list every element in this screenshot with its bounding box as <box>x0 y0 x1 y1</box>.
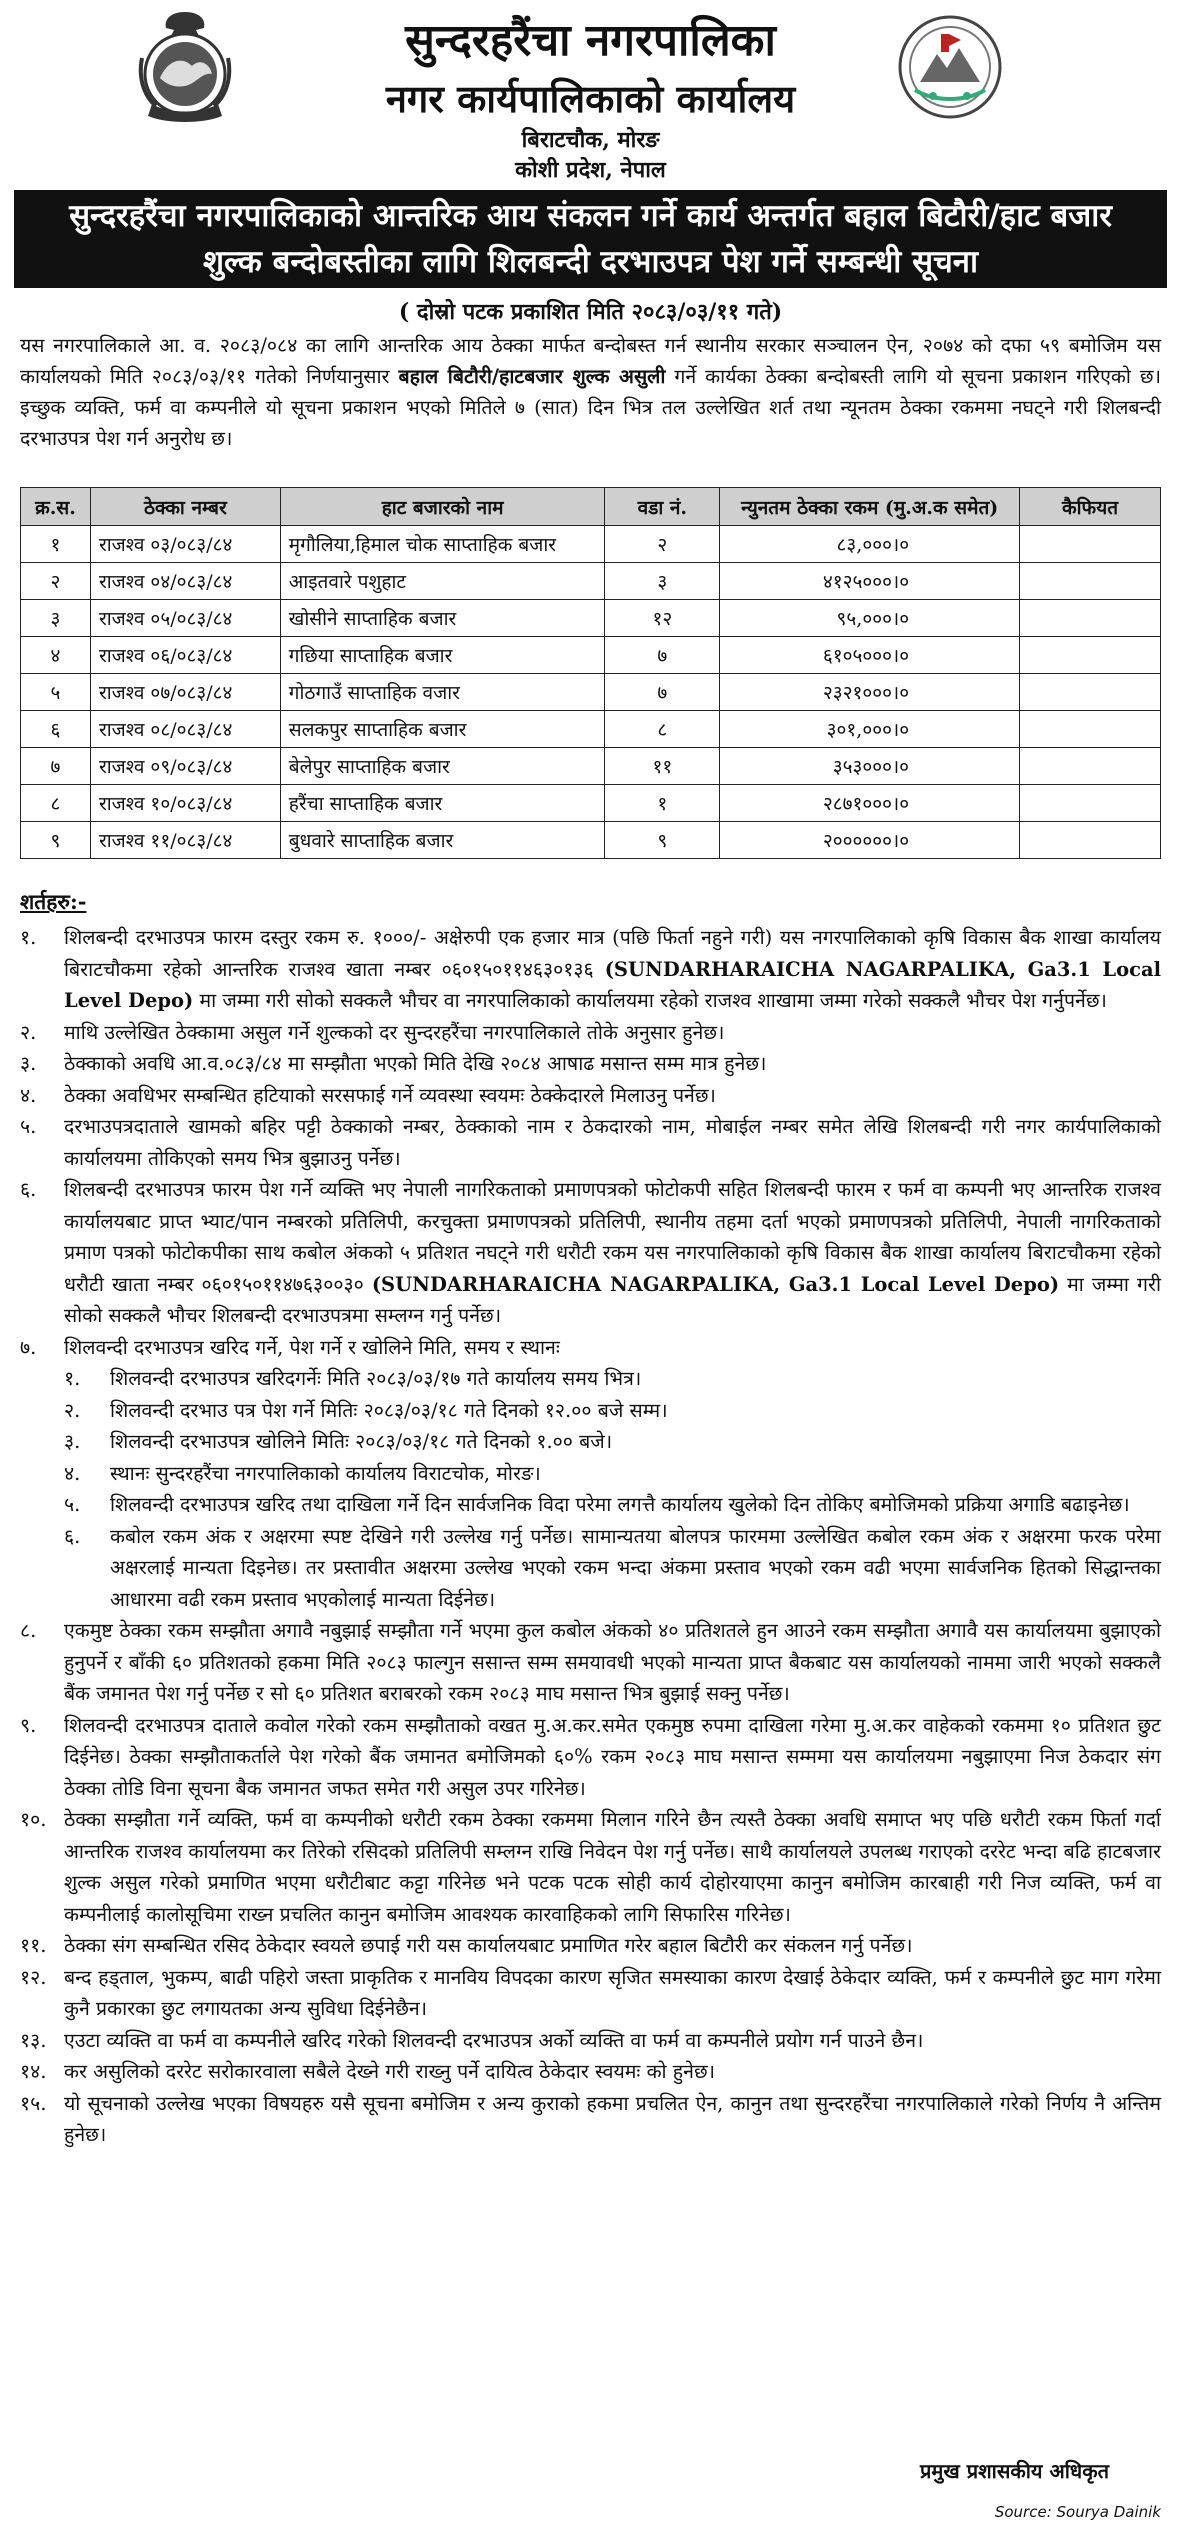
term-sub-text: स्थानः सुन्दरहरैंचा नगरपालिकाको कार्यालय विराटचोक, मोरङ। <box>110 1461 541 1485</box>
term-account-name: (SUNDARHARAICHA NAGARPALIKA, Ga3.1 Local Level Depo) <box>64 957 1161 1012</box>
table-header-row <box>21 488 1161 526</box>
terms-list <box>20 922 1161 2151</box>
cell-sn: २ <box>21 563 91 600</box>
term-text: कर असुलिको दररेट सरोकारवाला सबैले देख्ने गरी राख्नु पर्ने दायित्व ठेकेदार स्वयमः को हुनेछ। <box>64 2060 716 2083</box>
municipality-logo <box>895 12 1005 122</box>
term-sub-number: ४. <box>64 1461 81 1485</box>
term-item <box>20 1332 1161 1364</box>
cell-sn: ६ <box>21 711 91 748</box>
source-credit: Source: Sourya Dainik <box>994 2503 1161 2521</box>
term-text: ठेक्का सम्झौता गर्ने व्यक्ति, फर्म वा कम्पनीको धरौटी रकम ठेक्का रकममा मिलान गरिने छैन त्यस्तै ठेक्का अवधि समाप्त भए पछि धरौटी रकम फिर्ता गर्दा आन्तरिक राजश्व कार्यालयमा कर तिरेको रसिदको प्रतिलिपी सम्लग्न राखि निवेदन पेश गर्नु पर्नेछ। साथै कार्यालयले उपलब्ध गराएको दररेट भन्दा बढि हाटबजार शुल्क असुल गरेको प्रमाणित भएमा धरौटीबाट कट्टा गरिनेछ भने पटक पटक सोही कार्य दोहोरयाएमा कानुन बमोजिम कारबाही गरी निज व्यक्ति, फर्म वा कम्पनीलाई कालोसूचिमा राख्न प्रचलित कानुन बमोजिम आवश्यक कारवाहिकको लागि सिफारिस गरिनेछ। <box>64 1808 1161 1926</box>
term-number: १. <box>20 926 37 949</box>
intro-bold: बहाल बिटौरी/हाटबजार शुल्क असुली <box>398 365 666 388</box>
term-sub-text: शिलवन्दी दरभाउपत्र खरिद तथा दाखिला गर्ने दिन सार्वजनिक विदा परेमा लगत्तै कार्यालय खुलेको दिन तोकिए बमोजिमको प्रक्रिया अगाडि बढाइनेछ। <box>110 1493 1130 1516</box>
signature-title: प्रमुख प्रशासकीय अधिकृत <box>920 2459 1109 2483</box>
term-item <box>20 1930 1161 1962</box>
cell-remarks <box>1020 711 1161 748</box>
term-text: बन्द हड्ताल, भुकम्प, बाढी पहिरो जस्ता प्राकृतिक र मानविय विपदका कारण सृजित समस्याका कारण देखाई ठेकेदार व्यक्ति, फर्म र कम्पनीले छुट माग गरेमा कुनै प्रकारका छुट लगायतका अन्य सुविधा दिईनेछैन। <box>64 1965 1161 2020</box>
term-sub-text: शिलवन्दी दरभाउ पत्र पेश गर्ने मितिः २०८३/०३/१८ गते दिनको १२.०० बजे सम्म। <box>110 1398 668 1422</box>
term-text: मा जम्मा गरी सोको सक्कलै भौचर वा नगरपालिकाको कार्यालयमा रहेको राजश्व शाखामा जम्मा गरेको सक्कलै भौचर पेश गर्नुपर्नेछ। <box>193 989 1107 1012</box>
cell-amount: ३०१,०००।० <box>720 711 1020 748</box>
col-header-remarks: कैफियत <box>1020 488 1161 526</box>
term-sub-item <box>20 1521 1161 1616</box>
cell-contract-no: राजश्व ०३/०८३/८४ <box>90 526 280 563</box>
term-number: ९. <box>20 1713 37 1737</box>
term-sub-item <box>20 1363 1161 1395</box>
term-number: १२. <box>20 1965 47 1989</box>
cell-remarks <box>1020 748 1161 785</box>
office-title: नगर कार्यपालिकाको कार्यालय <box>385 76 796 121</box>
term-text: शिलवन्दी दरभाउपत्र खरिद गर्ने, पेश गर्ने र खोलिने मिति, समय र स्थानः <box>64 1335 560 1359</box>
term-text: माथि उल्लेखित ठेक्कामा असुल गर्ने शुल्कको दर सुन्दरहरैंचा नगरपालिकाले तोके अनुसार हुनेछ। <box>64 1020 725 1044</box>
cell-market-name: आइतवारे पशुहाट <box>280 563 605 600</box>
term-number: ५. <box>20 1115 37 1138</box>
cell-amount: ६१०५०००।० <box>720 637 1020 674</box>
term-item <box>20 1017 1161 1049</box>
cell-remarks <box>1020 563 1161 600</box>
term-text: शिलबन्दी दरभाउपत्र फारम दस्तुर रकम रु. १०००/- अक्षेरुपी एक हजार मात्र (पछि फिर्ता नहुने गरी) यस नगरपालिकाको कृषि विकास बैक शाखा कार्यालय बिराटचौकमा रहेको आन्तरिक राजश्व खाता नम्बर ०६०१५०११४६३०१३६ <box>64 926 1161 981</box>
cell-market-name: हरैंचा साप्ताहिक बजार <box>280 785 605 822</box>
term-sub-item <box>20 1395 1161 1427</box>
cell-ward: ७ <box>605 637 720 674</box>
cell-contract-no: राजश्व ०७/०८३/८४ <box>90 674 280 711</box>
term-text: शिलवन्दी दरभाउपत्र दाताले कवोल गरेको रकम सम्झौताको वखत मु.अ.कर.समेत एकमुष्ठ रुपमा दाखिला गरेमा मु.अ.कर वाहेकको रकममा १० प्रतिशत छुट दिईनेछ। ठेक्का सम्झौताकर्ताले पेश गरेको बैंक जमानत बमोजिमको ६०% रकम २०८३ माघ मसान्त सम्ममा यस कार्यालयमा नबुझाएमा निज ठेकदार संग ठेक्का तोडि विना सूचना बैक जमानत जफत समेत गरी असुल उपर गरिनेछ। <box>64 1713 1161 1800</box>
cell-contract-no: राजश्व ११/०८३/८४ <box>90 822 280 859</box>
cell-amount: २३२१०००।० <box>720 674 1020 711</box>
cell-remarks <box>1020 637 1161 674</box>
term-sub-text: शिलवन्दी दरभाउपत्र खरिदगर्नेः मिति २०८३/०३/१७ गते कार्यालय समय भित्र। <box>110 1367 642 1390</box>
table-row <box>21 674 1161 711</box>
term-sub-text: शिलवन्दी दरभाउपत्र खोलिने मितिः २०८३/०३/१८ गते दिनको १.०० बजे। <box>110 1430 613 1453</box>
term-item <box>20 1710 1161 1805</box>
col-header-ward: वडा नं. <box>605 488 720 526</box>
table-row <box>21 600 1161 637</box>
term-text: ठेक्का संग सम्बन्धित रसिद ठेकेदार स्वयले छपाई गरी यस कार्यालयबाट प्रमाणित गरेर बहाल बिटौरी कर संकलन गर्नु पर्नेछ। <box>64 1934 913 1957</box>
banner-line-2: शुल्क बन्दोबस्तीका लागि शिलबन्दी दरभाउपत्र पेश गर्ने सम्बन्धी सूचना <box>202 244 978 280</box>
cell-ward: ११ <box>605 748 720 785</box>
municipality-title: सुन्दरहरैंचा नगरपालिका <box>405 15 776 66</box>
table-row <box>21 526 1161 563</box>
term-text: ठेक्काको अवधि आ.व.०८३/८४ मा सम्झौता भएको मिति देखि २०८४ आषाढ मसान्त सम्म मात्र हुनेछ। <box>64 1052 767 1075</box>
col-header-contract-no: ठेक्का नम्बर <box>90 488 280 526</box>
term-item <box>20 1111 1161 1174</box>
office-address-1: बिराटचौक, मोरङ <box>521 127 660 153</box>
term-item <box>20 1804 1161 1930</box>
table-row <box>21 563 1161 600</box>
contract-table <box>20 487 1161 859</box>
cell-market-name: बेलेपुर साप्ताहिक बजार <box>280 748 605 785</box>
term-item <box>20 1962 1161 2025</box>
banner-line-1: सुन्दरहरैंचा नगरपालिकाको आन्तरिक आय संकलन गर्ने कार्य अन्तर्गत बहाल बिटौरी/हाट बजार <box>69 198 1112 234</box>
cell-sn: ७ <box>21 748 91 785</box>
term-sub-text: कबोल रकम अंक र अक्षरमा स्पष्ट देखिने गरी उल्लेख गर्नु पर्नेछ। सामान्यतया बोलपत्र फारममा उल्लेखित कबोल रकम अंक र अक्षरमा फरक परेमा अक्षरलाई मान्यता दिइनेछ। तर प्रस्तावीत अक्षरमा उल्लेख भएको रकम भन्दा अंकमा प्रस्ताव भएको रकम वढी भएमा सार्वजनिक हितको सिद्धान्तका आधारमा वढी रकम प्रस्ताव भएकोलाई मान्यता दिईनेछ। <box>110 1524 1161 1611</box>
cell-market-name: खोसीने साप्ताहिक बजार <box>280 600 605 637</box>
cell-contract-no: राजश्व ०६/०८३/८४ <box>90 637 280 674</box>
term-sub-number: १. <box>64 1367 81 1390</box>
term-sub-number: ५. <box>64 1493 81 1516</box>
term-sub-number: २. <box>64 1398 81 1422</box>
terms-heading: शर्तहरु:- <box>20 889 87 914</box>
cell-ward: १२ <box>605 600 720 637</box>
cell-sn: ९ <box>21 822 91 859</box>
cell-remarks <box>1020 526 1161 563</box>
term-item <box>20 1080 1161 1112</box>
cell-amount: ९५,०००।० <box>720 600 1020 637</box>
publication-date: ( दोस्रो पटक प्रकाशित मिति २०८३/०३/११ गते) <box>398 299 783 325</box>
table-row <box>21 785 1161 822</box>
table-row <box>21 822 1161 859</box>
cell-remarks <box>1020 785 1161 822</box>
cell-ward: ८ <box>605 711 720 748</box>
office-address-2: कोशी प्रदेश, नेपाल <box>515 157 666 183</box>
intro-text-2: गर्ने कार्यका ठेक्का बन्दोबस्ती लागि यो सूचना प्रकाशन गरिएको छ। इच्छुक व्यक्ति, फर्म वा कम्पनीले यो सूचना प्रकाशन भएको मितिले ७ (सात) दिन भित्र तल उल्लेखित शर्त तथा न्यूनतम ठेक्का रकममा नघट्ने गरी शिलबन्दी दरभाउपत्र पेश गर्न अनुरोध छ। <box>20 365 1161 450</box>
term-item <box>20 1048 1161 1080</box>
term-sub-number: ६. <box>64 1524 81 1548</box>
cell-ward: १ <box>605 785 720 822</box>
cell-amount: २००००००।० <box>720 822 1020 859</box>
term-text: ठेक्का अवधिभर सम्बन्धित हटियाको सरसफाई गर्ने व्यवस्था स्वयमः ठेक्केदारले मिलाउनु पर्नेछ। <box>64 1083 716 1107</box>
term-item <box>20 922 1161 1017</box>
term-text: एउटा व्यक्ति वा फर्म वा कम्पनीले खरिद गरेको शिलवन्दी दरभाउपत्र अर्को व्यक्ति वा फर्म वा कम्पनीले प्रयोग गर्न पाउने छैन। <box>64 2028 924 2052</box>
term-number: ४. <box>20 1083 37 1107</box>
table-row <box>21 637 1161 674</box>
term-number: १५. <box>20 2091 47 2115</box>
cell-market-name: बुधवारे साप्ताहिक बजार <box>280 822 605 859</box>
term-number: ६. <box>20 1178 37 1201</box>
cell-ward: ७ <box>605 674 720 711</box>
cell-market-name: गोठगाउँ साप्ताहिक वजार <box>280 674 605 711</box>
term-number: ३. <box>20 1052 37 1075</box>
cell-ward: ९ <box>605 822 720 859</box>
col-header-sn: क्र.स. <box>21 488 91 526</box>
term-text: दरभाउपत्रदाताले खामको बहिर पट्टी ठेक्काको नम्बर, ठेक्काको नाम र ठेकदारको नाम, मोबाईल नम्बर समेत लेखि शिलबन्दी गरी नगर कार्यपालिकाको कार्यालयमा तोकिएको समय भित्र बुझाउनु पर्नेछ। <box>64 1115 1161 1170</box>
term-number: ८. <box>20 1619 37 1642</box>
cell-ward: ३ <box>605 563 720 600</box>
notice-header <box>0 0 1181 185</box>
term-sub-item <box>20 1489 1161 1521</box>
cell-ward: २ <box>605 526 720 563</box>
cell-remarks <box>1020 674 1161 711</box>
cell-amount: २८७१०००।० <box>720 785 1020 822</box>
term-text: एकमुष्ट ठेक्का रकम सम्झौता अगावै नबुझाई सम्झौता गर्ने भएमा कुल कबोल अंकको ४० प्रतिशतले हुन आउने रकम सम्झौता अगावै यस कार्यालयमा बुझाएको हुनुपर्ने र बाँकी ६० प्रतिशतको हकमा मिति २०८३ फाल्गुन ससान्त सम्म समयावधी भएको मान्यता प्राप्त बैकबाट यस कार्यालयको नाममा जारी भएको सक्कलै बैंक जमानत पेश गर्नु पर्नेछ र सो ६० प्रतिशत बराबरको रकम २०८३ माघ मसान्त भित्र बुझाई सक्नु पर्नेछ। <box>64 1619 1161 1705</box>
cell-contract-no: राजश्व ०८/०८३/८४ <box>90 711 280 748</box>
cell-market-name: सलकपुर साप्ताहिक बजार <box>280 711 605 748</box>
cell-contract-no: राजश्व ०५/०८३/८४ <box>90 600 280 637</box>
cell-amount: ४१२५०००।० <box>720 563 1020 600</box>
cell-sn: ८ <box>21 785 91 822</box>
cell-amount: ८३,०००।० <box>720 526 1020 563</box>
cell-market-name: गछिया साप्ताहिक बजार <box>280 637 605 674</box>
term-item <box>20 1615 1161 1710</box>
term-sub-number: ३. <box>64 1430 81 1453</box>
term-text: शिलबन्दी दरभाउपत्र फारम पेश गर्ने व्यक्ति भए नेपाली नागरिकताको प्रमाणपत्रको फोटोकपी सहित शिलबन्दी फारम र फर्म वा कम्पनी भए आन्तरिक राजश्व कार्यालयबाट प्राप्त भ्याट/पान नम्बरको प्रतिलिपी, करचुक्ता प्रमाणपत्रको प्रतिलिपी, स्थानीय तहमा दर्ता भएको प्रमाणपत्रको प्रतिलिपी, नेपाली नागरिकताको प्रमाण पत्रको फोटोकपीका साथ कबोल अंकको ५ प्रतिशत नघट्ने गरी धरौटी रकम यस नगरपालिकाको कृषि विकास बैक शाखा कार्यालय बिराटचौकमा रहेको धरौटी खाता नम्बर ०६०१५०११४७६३००३० <box>64 1178 1161 1296</box>
cell-contract-no: राजश्व ०४/०८३/८४ <box>90 563 280 600</box>
col-header-market-name: हाट बजारको नाम <box>280 488 605 526</box>
term-account-name: (SUNDARHARAICHA NAGARPALIKA, Ga3.1 Local Level Depo) <box>371 1272 1060 1296</box>
term-item <box>20 2088 1161 2151</box>
cell-sn: ३ <box>21 600 91 637</box>
cell-amount: ३५३०००।० <box>720 748 1020 785</box>
cell-remarks <box>1020 600 1161 637</box>
cell-remarks <box>1020 822 1161 859</box>
cell-sn: १ <box>21 526 91 563</box>
cell-sn: ५ <box>21 674 91 711</box>
intro-text-1: यस नगरपालिकाले आ. व. २०८३/०८४ का लागि आन्तरिक आय ठेक्का मार्फत बन्दोबस्त गर्न स्थानीय सरकार सञ्चालन ऐन, २०७४ को दफा ५९ बमोजिम यस कार्यालयको मिति २०८३/०३/११ गतेको निर्णयानुसार <box>20 334 1161 388</box>
cell-contract-no: राजश्व १०/०८३/८४ <box>90 785 280 822</box>
table-row <box>21 748 1161 785</box>
term-item <box>20 1174 1161 1332</box>
term-number: ७. <box>20 1335 37 1359</box>
term-text: मा जम्मा गरी सोको सक्कलै भौचर शिलबन्दी दरभाउपत्रमा सम्लग्न गर्नु पर्नेछ। <box>64 1272 1161 1327</box>
cell-contract-no: राजश्व ०९/०८३/८४ <box>90 748 280 785</box>
term-text: यो सूचनाको उल्लेख भएका विषयहरु यसै सूचना बमोजिम र अन्य कुराको हकमा प्रचलित ऐन, कानुन तथा सुन्दरहरैंचा नगरपालिकाले गरेको निर्णय नै अन्तिम हुनेछ। <box>64 2091 1161 2146</box>
col-header-min-amount: न्युनतम ठेक्का रकम (मु.अ.क समेत) <box>720 488 1020 526</box>
term-sub-item <box>20 1458 1161 1490</box>
term-sub-item <box>20 1426 1161 1458</box>
cell-market-name: मृगौलिया,हिमाल चोक साप्ताहिक बजार <box>280 526 605 563</box>
term-item <box>20 2056 1161 2088</box>
term-number: २. <box>20 1020 37 1044</box>
term-number: १३. <box>20 2028 47 2052</box>
intro-paragraph <box>20 330 1161 454</box>
table-row <box>21 711 1161 748</box>
term-number: ११. <box>20 1934 47 1957</box>
term-number: १०. <box>20 1808 47 1831</box>
notice-banner <box>14 190 1167 288</box>
term-number: १४. <box>20 2060 47 2083</box>
cell-sn: ४ <box>21 637 91 674</box>
term-item <box>20 2025 1161 2057</box>
